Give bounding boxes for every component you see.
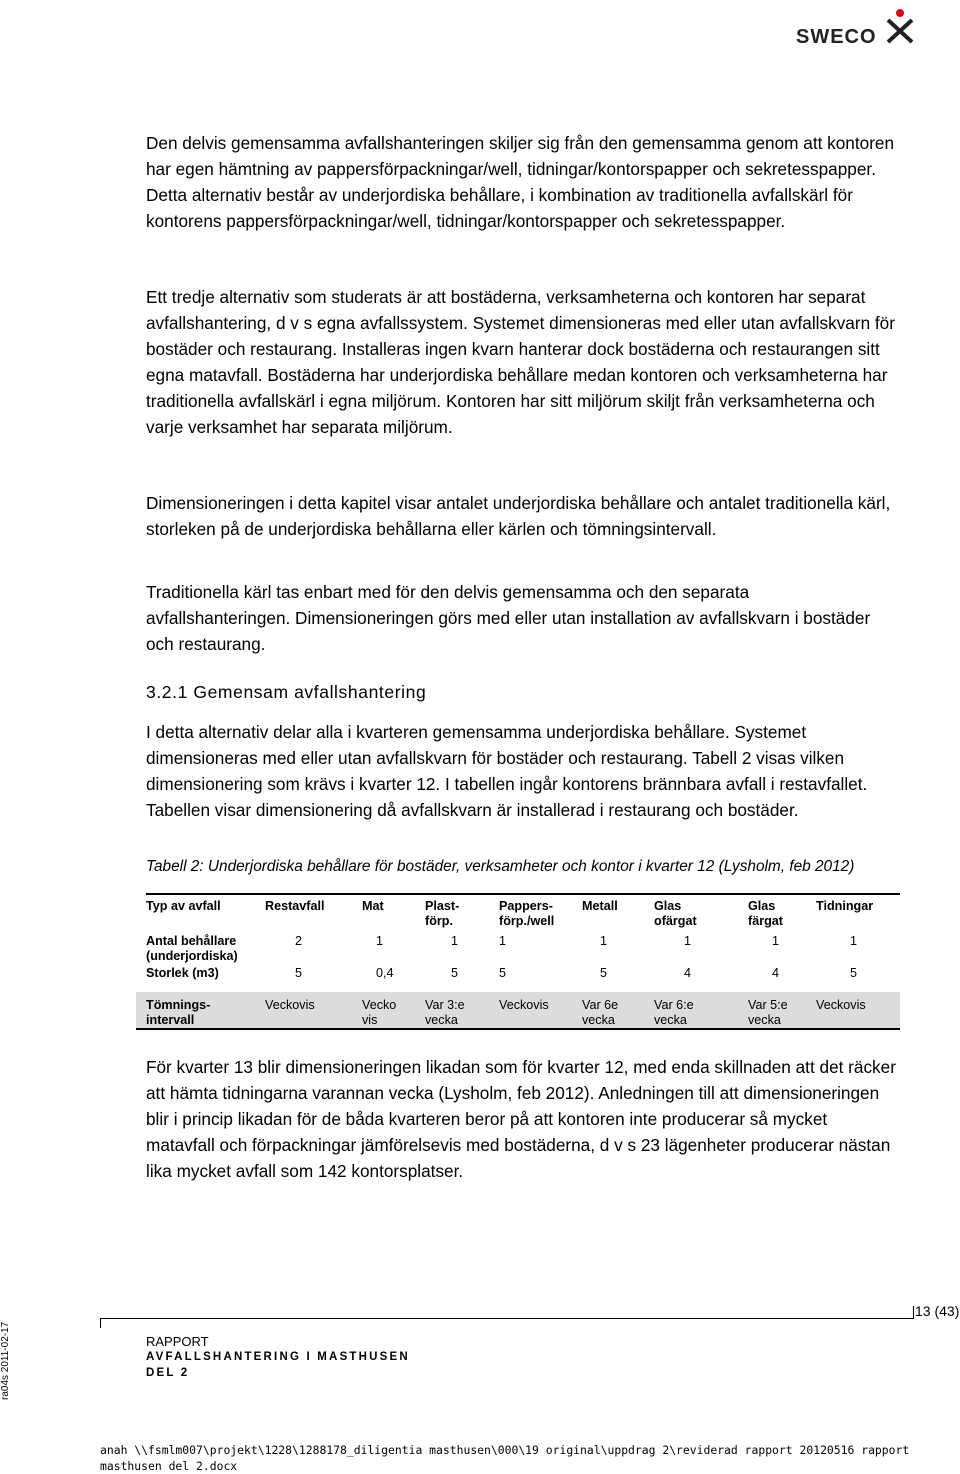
table-header-cell: Pappers- förp./well <box>499 899 555 929</box>
report-subtitle: DEL 2 <box>146 1367 190 1379</box>
footer-tick <box>100 1318 101 1328</box>
table-cell: Var 5:e vecka <box>748 998 788 1028</box>
report-title: AVFALLSHANTERING I MASTHUSEN <box>146 1351 410 1363</box>
table-header-cell: Mat <box>362 899 384 913</box>
paragraph-dimensioning: Dimensioneringen i detta kapitel visar antalet underjordiska behållare och antalet traditionella kärl, storleken på de underjordiska behållarna eller kärlen och tömningsintervall. <box>146 493 891 539</box>
table-row-label: Tömnings- intervall <box>146 998 211 1028</box>
table-header-cell: Typ av avfall <box>146 899 221 913</box>
table-cell: 1 <box>684 934 692 948</box>
table-cell: Var 3:e vecka <box>425 998 465 1028</box>
table-header-cell: Tidningar <box>816 899 874 913</box>
table-cell: 5 <box>295 966 303 980</box>
table-header-cell: Glas ofärgat <box>654 899 697 929</box>
table-header-cell: Restavfall <box>265 899 325 913</box>
paragraph-separate: Ett tredje alternativ som studerats är att bostäderna, verksamheterna och kontoren har separat avfallshantering, d v s egna avfallssystem. Systemet dimensioneras med eller utan avfallskvarn för bostäder och restaurang. Installeras ingen kvarn hanterar dock bostäderna och restaurangen sitt egna matavfall. Bostäderna har underjordiska behållare medan kontoren och verksamheterna har traditionella avfallskärl i egna miljörum. Kontoren har sitt miljörum skiljt från verksamheterna och varje verksamhet har separata miljörum. <box>146 287 895 437</box>
paragraph-kvarter13: För kvarter 13 blir dimensioneringen likadan som för kvarter 12, med enda skillnaden att det räcker att hämta tidningarna varannan vecka (Lysholm, feb 2012). Anledningen till att dimensioneringen blir i princip likadan för de båda kvarteren beror på att kontoren inte producerar så mycket matavfall och förpackningar jämförelsevis med bostäderna, d v s 23 lägenheter producerar nästan lika mycket avfall som 142 kontorsplatser. <box>146 1057 896 1181</box>
file-path: anah \\fsmlm007\projekt\1228\1288178_diligentia masthusen\000\19 original\uppdrag 2\reviderad rapport 20120516 rapport masthusen del 2.docx <box>100 1443 910 1473</box>
table-cell: 5 <box>451 966 459 980</box>
table-cell: 1 <box>451 934 459 948</box>
footer-divider <box>913 1306 914 1319</box>
section-heading: 3.2.1 Gemensam avfallshantering <box>146 682 427 702</box>
table-header-cell: Glas färgat <box>748 899 783 929</box>
table-header-cell: Metall <box>582 899 618 913</box>
table-header-cell: Plast- förp. <box>425 899 460 929</box>
table-cell: 2 <box>295 934 303 948</box>
table-cell: Var 6:e vecka <box>654 998 694 1028</box>
footer-rule <box>100 1318 913 1319</box>
table-cell: 5 <box>600 966 608 980</box>
table-cell: 4 <box>684 966 692 980</box>
table-caption: Tabell 2: Underjordiska behållare för bostäder, verksamheter och kontor i kvarter 12 (Lysholm, feb 2012) <box>146 858 855 875</box>
table-cell: 1 <box>772 934 780 948</box>
table-cell: 4 <box>772 966 780 980</box>
table-cell: Vecko vis <box>362 998 397 1028</box>
table-top-rule <box>146 893 900 895</box>
table-cell: 0,4 <box>376 966 394 980</box>
page-number: 13 (43) <box>915 1303 960 1319</box>
logo-text: SWECO <box>796 26 877 48</box>
table-cell: 1 <box>376 934 384 948</box>
table-cell: 5 <box>499 966 507 980</box>
table-cell: Veckovis <box>499 998 549 1012</box>
table-row-label: Storlek (m3) <box>146 966 219 980</box>
paragraph-traditional: Traditionella kärl tas enbart med för den delvis gemensamma och den separata avfallshanteringen. Dimensioneringen görs med eller utan installation av avfallskvarn i bostäder och restaurang. <box>146 582 871 654</box>
table-cell: 5 <box>850 966 858 980</box>
sweco-logo-icon <box>884 8 916 44</box>
template-code: ra04s 2011-02-17 <box>0 1321 11 1400</box>
table-cell: 1 <box>499 934 507 948</box>
paragraph-intro: Den delvis gemensamma avfallshanteringen skiljer sig från den gemensamma genom att kontoren har egen hämtning av pappersförpackningar/well, tidningar/kontorspapper och sekretesspapper. Detta alternativ består av underjordiska behållare, i kombination av traditionella avfallskärl för kontorens pappersförpackningar/well, tidningar/kontorspapper och sekretesspapper. <box>146 133 895 231</box>
paragraph-common: I detta alternativ delar alla i kvarteren gemensamma underjordiska behållare. Systemet dimensioneras med eller utan avfallskvarn för bostäder och restaurang. Tabell 2 visas vilken dimensionering som krävs i kvarter 12. I tabellen ingår kontorens brännbara avfall i restavfallet. Tabellen visar dimensionering då avfallskvarn är installerad i restaurang och bostäder. <box>146 722 868 820</box>
table-cell: Veckovis <box>816 998 866 1012</box>
sweco-logo <box>796 8 920 48</box>
table-cell: Var 6e vecka <box>582 998 619 1028</box>
table-cell: Veckovis <box>265 998 315 1012</box>
table-cell: 1 <box>600 934 608 948</box>
table-row-label: Antal behållare (underjordiska) <box>146 934 238 964</box>
table-cell: 1 <box>850 934 858 948</box>
report-label: RAPPORT <box>146 1334 209 1349</box>
